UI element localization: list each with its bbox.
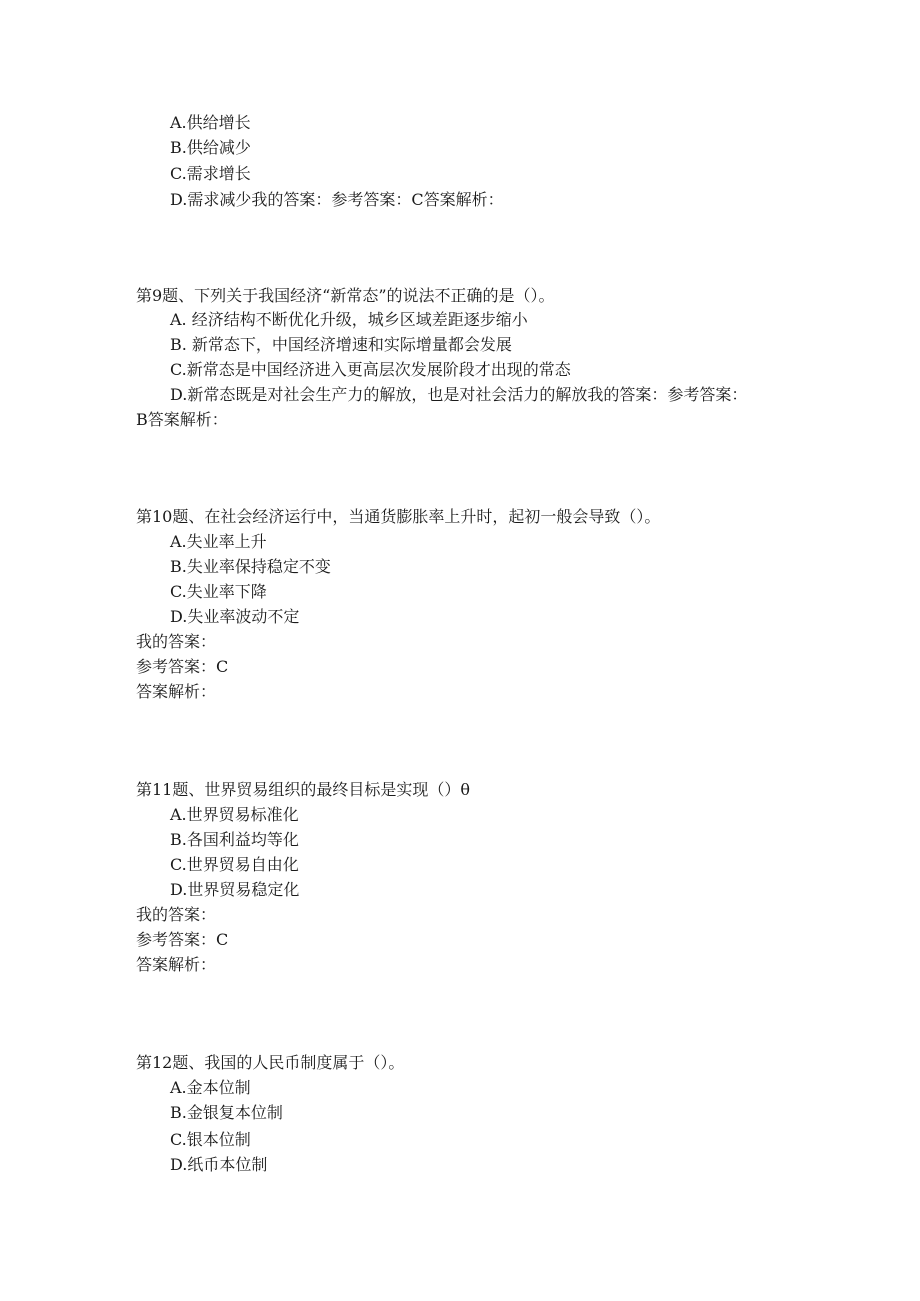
q10-option-c: C.失业率下降: [170, 582, 267, 601]
q11-option-a: A.世界贸易标准化: [170, 805, 299, 824]
q11-title: 第11题、世界贸易组织的最终目标是实现（）θ: [136, 780, 470, 799]
q8-option-d: D.需求减少我的答案：参考答案：C答案解析：: [170, 190, 504, 209]
q12-title: 第12题、我国的人民币制度属于（）。: [136, 1053, 405, 1072]
q11-option-b: B.各国利益均等化: [170, 830, 299, 849]
q12-option-c: C.银本位制: [170, 1130, 251, 1149]
q10-option-d: D.失业率波动不定: [170, 607, 300, 626]
q11-analysis: 答案解析：: [136, 955, 217, 974]
q12-option-d: D.纸币本位制: [170, 1155, 268, 1174]
q12-option-a: A.金本位制: [170, 1078, 251, 1097]
q9-option-a: A. 经济结构不断优化升级，城乡区域差距逐步缩小: [170, 310, 528, 329]
q11-reference-answer: 参考答案：C: [136, 930, 229, 949]
q10-reference-answer: 参考答案：C: [136, 657, 229, 676]
q11-my-answer: 我的答案：: [136, 905, 217, 924]
q8-option-c: C.需求增长: [170, 164, 251, 183]
q10-option-a: A.失业率上升: [170, 532, 267, 551]
q9-title: 第9题、下列关于我国经济“新常态”的说法不正确的是（）。: [136, 286, 555, 305]
q9-option-d: D.新常态既是对社会生产力的解放，也是对社会活力的解放我的答案：参考答案：: [170, 385, 748, 404]
q10-analysis: 答案解析：: [136, 682, 217, 701]
q9-option-c: C.新常态是中国经济进入更高层次发展阶段才出现的常态: [170, 360, 571, 379]
q8-option-b: B.供给减少: [170, 138, 251, 157]
q9-option-b: B. 新常态下，中国经济增速和实际增量都会发展: [170, 335, 512, 354]
q9-analysis: B答案解析：: [136, 410, 228, 429]
q11-option-c: C.世界贸易自由化: [170, 855, 299, 874]
q10-title: 第10题、在社会经济运行中，当通货膨胀率上升时，起初一般会导致（）。: [136, 507, 661, 526]
q10-my-answer: 我的答案：: [136, 632, 217, 651]
q11-option-d: D.世界贸易稳定化: [170, 880, 300, 899]
q8-option-a: A.供给增长: [170, 113, 251, 132]
q10-option-b: B.失业率保持稳定不变: [170, 557, 331, 576]
q12-option-b: B.金银复本位制: [170, 1103, 283, 1122]
